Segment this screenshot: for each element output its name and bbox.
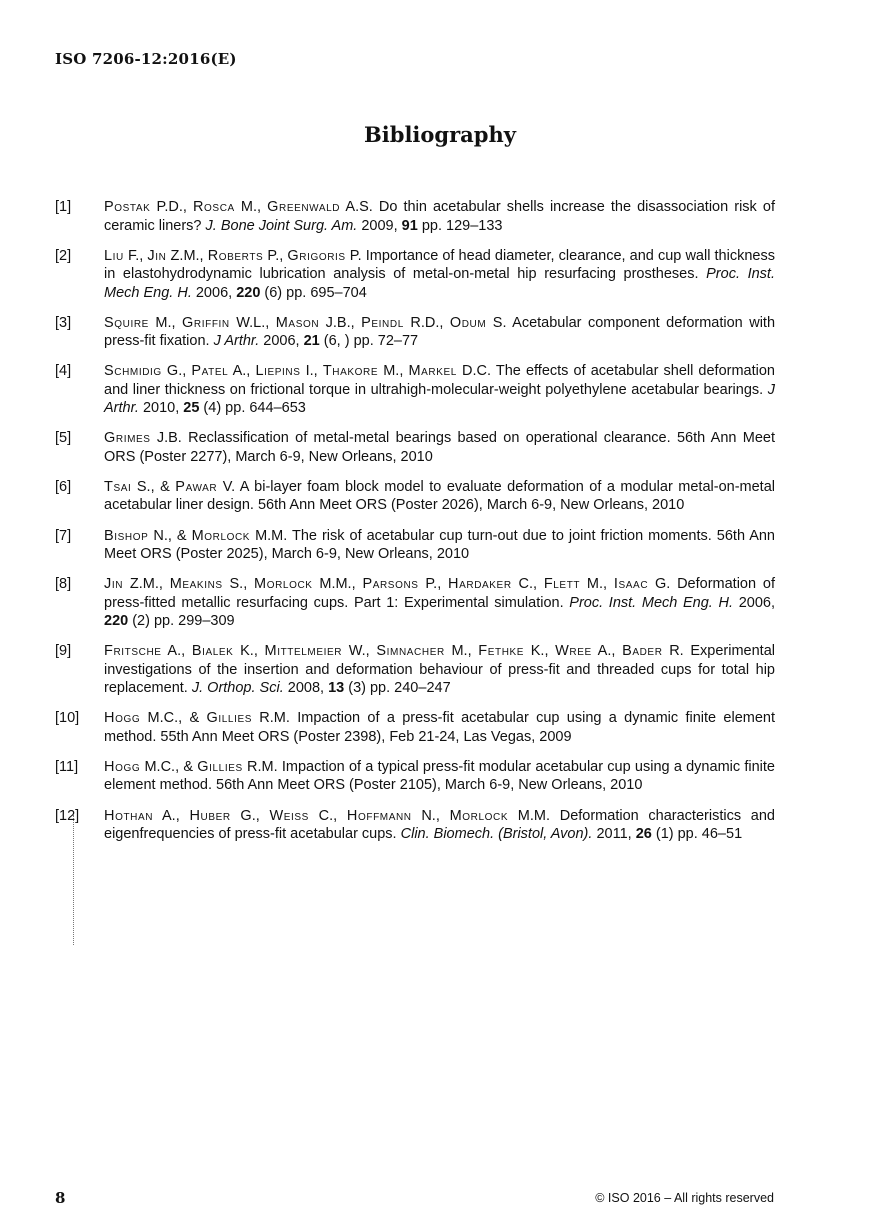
citation-text: M., — [580, 576, 614, 593]
author-surname: Fritsche — [104, 643, 162, 660]
author-surname: Huber — [189, 807, 231, 824]
citation-text: S., & — [131, 478, 176, 495]
reference-entry — [55, 642, 775, 698]
author-surname: Hoffmann — [346, 807, 412, 824]
reference-list — [55, 198, 775, 855]
author-surname: Thakore — [322, 363, 379, 380]
citation-text: D.C. The effects of acetabular shell deformation and liner thickness on frictional torque in ultrahigh-molecular-weight polyethylene acetabular bearings. — [104, 363, 776, 398]
citation-text: (2) pp. 299–309 — [128, 613, 235, 630]
journal-name: Clin. Biomech. (Bristol, Avon). — [400, 826, 593, 843]
journal-name: Proc. Inst. Mech Eng. H. — [104, 266, 775, 301]
citation-text: R.M. Impaction of a typical press-fit modular acetabular cup using a dynamic finite element method. 56th Ann Meet ORS (Poster 2105), March 6-9, New Orleans, 2010 — [104, 758, 775, 794]
citation-text: Z.M., — [123, 576, 170, 593]
journal-name: Proc. Inst. Mech Eng. H. — [569, 594, 734, 611]
citation-text: P., — [263, 247, 288, 264]
citation-text: (1) pp. 46–51 — [651, 826, 743, 843]
citation-text: 2010, — [138, 400, 184, 417]
volume-number: 220 — [104, 613, 129, 630]
volume-number: 25 — [183, 400, 200, 417]
author-surname: Morlock — [191, 527, 251, 544]
author-surname: Hothan — [104, 807, 154, 824]
citation-text: K., — [233, 643, 265, 660]
author-surname: Bialek — [191, 643, 234, 660]
reference-number: [2] — [55, 247, 72, 264]
author-surname: Jin — [104, 576, 124, 593]
standard-number-header: ISO 7206-12:2016(E) — [55, 50, 237, 68]
reference-entry — [55, 527, 775, 564]
reference-text — [104, 527, 775, 564]
journal-name: J Arthr. — [213, 333, 260, 350]
volume-number: 21 — [303, 333, 320, 350]
reference-text — [104, 198, 775, 235]
reference-number: [8] — [55, 576, 72, 593]
citation-text: N., & — [148, 527, 192, 544]
author-surname: Peindl — [361, 314, 404, 331]
reference-text — [104, 362, 775, 418]
author-surname: Weiss — [269, 807, 309, 824]
author-surname: Gillies — [197, 758, 243, 775]
citation-text: R.D., — [403, 314, 450, 331]
citation-text: M.C., & — [140, 710, 207, 727]
author-surname: Hardaker — [448, 576, 512, 593]
author-surname: Markel — [408, 363, 457, 380]
author-surname: Patel — [191, 363, 229, 380]
citation-text: 2006, — [733, 594, 775, 611]
author-surname: Jin — [147, 247, 167, 264]
author-surname: Gillies — [206, 710, 252, 727]
citation-text: W.L., — [229, 314, 276, 331]
reference-text — [104, 709, 775, 746]
author-surname: Liu — [104, 247, 124, 264]
reference-number: [1] — [55, 199, 72, 215]
citation-text: P., — [418, 576, 449, 593]
citation-text: A., — [228, 363, 256, 380]
citation-text: M., — [148, 314, 183, 331]
citation-text: 2009, — [357, 217, 402, 234]
citation-text: A.S. Do thin acetabular shells increase the disassociation risk of ceramic liners? — [104, 199, 775, 234]
citation-text: G., — [161, 363, 192, 380]
citation-text: C., — [511, 576, 544, 593]
reference-text — [104, 247, 775, 303]
citation-text: 2006, — [259, 333, 304, 350]
citation-text: P.D., — [150, 199, 193, 215]
author-surname: Griffin — [182, 314, 230, 331]
reference-entry — [55, 247, 775, 303]
citation-text: Z.M., — [166, 247, 208, 264]
volume-number: 91 — [401, 217, 418, 234]
reference-entry — [55, 758, 775, 795]
citation-text: N., — [411, 807, 450, 824]
reference-entry — [55, 362, 775, 418]
citation-text: pp. 129–133 — [417, 217, 503, 234]
author-surname: Postak — [104, 199, 151, 215]
citation-text: J.B. Reclassification of metal-metal bearings based on operational clearance. 56th Ann Meet ORS (Poster 2277), March 6-9, New Orleans, 2010 — [104, 430, 775, 465]
reference-entry — [55, 575, 775, 631]
citation-text: V. A bi-layer foam block model to evaluate deformation of a modular metal-on-metal acetabular liner design. 56th Ann Meet ORS (Poster 2026), March 6-9, New Orleans, 2010 — [104, 478, 775, 514]
reference-text — [104, 807, 775, 844]
author-surname: Schmidig — [104, 363, 162, 380]
citation-text: (6, ) pp. 72–77 — [319, 333, 419, 350]
reference-entry — [55, 198, 775, 235]
author-surname: Greenwald — [267, 199, 341, 215]
reference-text — [104, 758, 775, 795]
reference-entry — [55, 429, 775, 466]
reference-entry — [55, 314, 775, 351]
author-surname: Meakins — [169, 576, 223, 593]
citation-text: R.M. Impaction of a press-fit acetabular cup using a dynamic finite element method. 55th Ann Meet ORS (Poster 2398), Feb 21-24, Las Vegas, 2009 — [104, 710, 775, 745]
citation-text: I., — [300, 363, 323, 380]
volume-number: 13 — [328, 680, 345, 697]
author-surname: Mittelmeier — [264, 643, 343, 660]
author-surname: Liepins — [255, 363, 301, 380]
reference-text — [104, 575, 775, 631]
reference-text — [104, 642, 775, 698]
citation-text: F., — [123, 247, 148, 264]
reference-entry — [55, 478, 775, 515]
page-title: Bibliography — [364, 122, 516, 147]
author-surname: Mason — [275, 314, 320, 331]
citation-text: M.M., — [312, 576, 363, 593]
reference-text — [104, 429, 775, 466]
reference-number: [10] — [55, 710, 80, 727]
citation-text: M., — [444, 643, 479, 660]
citation-text: (6) pp. 695–704 — [260, 284, 367, 301]
journal-name: J. Orthop. Sci. — [191, 680, 284, 697]
author-surname: Pawar — [175, 478, 218, 495]
citation-text: (3) pp. 240–247 — [344, 680, 451, 697]
citation-text: 2006, — [191, 284, 237, 301]
author-surname: Hogg — [104, 758, 141, 775]
reference-number: [12] — [55, 807, 80, 824]
citation-text: M.M. Deformation characteristics and eigenfrequencies of press-fit acetabular cups. — [104, 807, 775, 843]
author-surname: Bader — [622, 643, 663, 660]
author-surname: Rosca — [192, 199, 235, 215]
citation-text: A., — [161, 643, 192, 660]
citation-text: (4) pp. 644–653 — [199, 400, 306, 417]
page-number: 8 — [55, 1189, 66, 1207]
citation-text: S., — [222, 576, 255, 593]
reference-number: [7] — [55, 527, 72, 544]
author-surname: Grimes — [104, 430, 151, 447]
author-surname: Roberts — [207, 247, 264, 264]
citation-text: K., — [524, 643, 556, 660]
citation-text: 2011, — [592, 826, 636, 843]
citation-text: R. Experimental investigations of the insertion and deformation behaviour of press-fit and threaded cups for total hip replacement. — [104, 643, 775, 697]
citation-text: W., — [342, 643, 377, 660]
journal-name: J Arthr. — [104, 381, 775, 417]
citation-text: M., — [234, 199, 268, 215]
citation-text: G., — [230, 807, 270, 824]
author-surname: Simnacher — [376, 643, 445, 660]
reference-number: [3] — [55, 314, 72, 331]
reference-number: [9] — [55, 643, 72, 660]
citation-text: C., — [308, 807, 347, 824]
citation-text: A., — [153, 807, 190, 824]
reference-text — [104, 314, 775, 351]
reference-number: [4] — [55, 363, 72, 380]
author-surname: Morlock — [449, 807, 509, 824]
reference-entry — [55, 709, 775, 746]
journal-name: J. Bone Joint Surg. Am. — [205, 217, 358, 234]
author-surname: Bishop — [104, 527, 149, 544]
author-surname: Grigoris — [287, 247, 346, 264]
author-surname: Flett — [543, 576, 581, 593]
author-surname: Fethke — [478, 643, 525, 660]
reference-number: [5] — [55, 430, 72, 447]
citation-text: A., — [591, 643, 623, 660]
copyright-notice: © ISO 2016 – All rights reserved — [595, 1191, 774, 1205]
citation-text: M.M. The risk of acetabular cup turn-out due to joint friction moments. 56th Ann Meet ORS (Poster 2025), March 6-9, New Orleans, 2010 — [104, 527, 776, 563]
citation-text: J.B., — [319, 314, 362, 331]
author-surname: Wree — [555, 643, 592, 660]
volume-number: 26 — [635, 826, 652, 843]
author-surname: Morlock — [254, 576, 313, 593]
author-surname: Parsons — [362, 576, 419, 593]
author-surname: Odum — [449, 314, 487, 331]
reference-entry — [55, 807, 775, 844]
reference-number: [11] — [55, 758, 79, 775]
reference-number: [6] — [55, 478, 72, 495]
volume-number: 220 — [236, 284, 261, 301]
citation-text: S. Acetabular component deformation with press-fit fixation. — [104, 314, 776, 350]
citation-text: G. Deformation of press-fitted metallic resurfacing cups. Part 1: Experimental simulation. — [104, 576, 775, 611]
scan-artifact-mark — [73, 815, 79, 945]
citation-text: M.C., & — [140, 758, 198, 775]
author-surname: Squire — [104, 314, 149, 331]
citation-text: M., — [378, 363, 409, 380]
citation-text: 2008, — [283, 680, 329, 697]
author-surname: Hogg — [104, 710, 141, 727]
citation-text: P. Importance of head diameter, clearance, and cup wall thickness in elastohydrodynamic lubrication analysis of metal-on-metal hip resurfacing prostheses. — [104, 247, 775, 283]
author-surname: Isaac — [613, 576, 649, 593]
reference-text — [104, 478, 775, 515]
author-surname: Tsai — [104, 478, 132, 495]
